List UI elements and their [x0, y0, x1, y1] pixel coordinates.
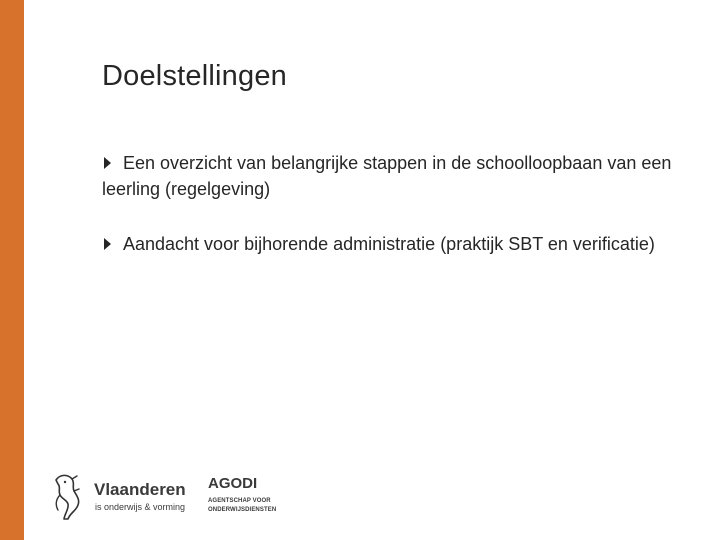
triangle-right-icon [104, 157, 111, 169]
agodi-logo-tagline: AGENTSCHAP VOOR ONDERWIJSDIENSTEN [208, 498, 277, 513]
triangle-right-icon [104, 238, 111, 250]
vlaanderen-logo-tagline: is onderwijs & vorming [95, 502, 186, 512]
vlaanderen-logo-name: Vlaanderen [94, 480, 186, 499]
bullet-list [102, 150, 682, 286]
footer-logos [50, 470, 300, 530]
flemish-lion-icon [50, 472, 84, 522]
bullet-item [102, 231, 682, 257]
bullet-text: Een overzicht van belangrijke stappen in de schoolloopbaan van een leerling (regelgeving) [102, 153, 672, 199]
agodi-logo-name: AGODI [208, 475, 258, 492]
slide-title: Doelstellingen [102, 60, 287, 92]
bullet-text: Aandacht voor bijhorende administratie (praktijk SBT en verificatie) [123, 234, 655, 254]
accent-bar [0, 0, 24, 540]
bullet-item [102, 150, 682, 202]
